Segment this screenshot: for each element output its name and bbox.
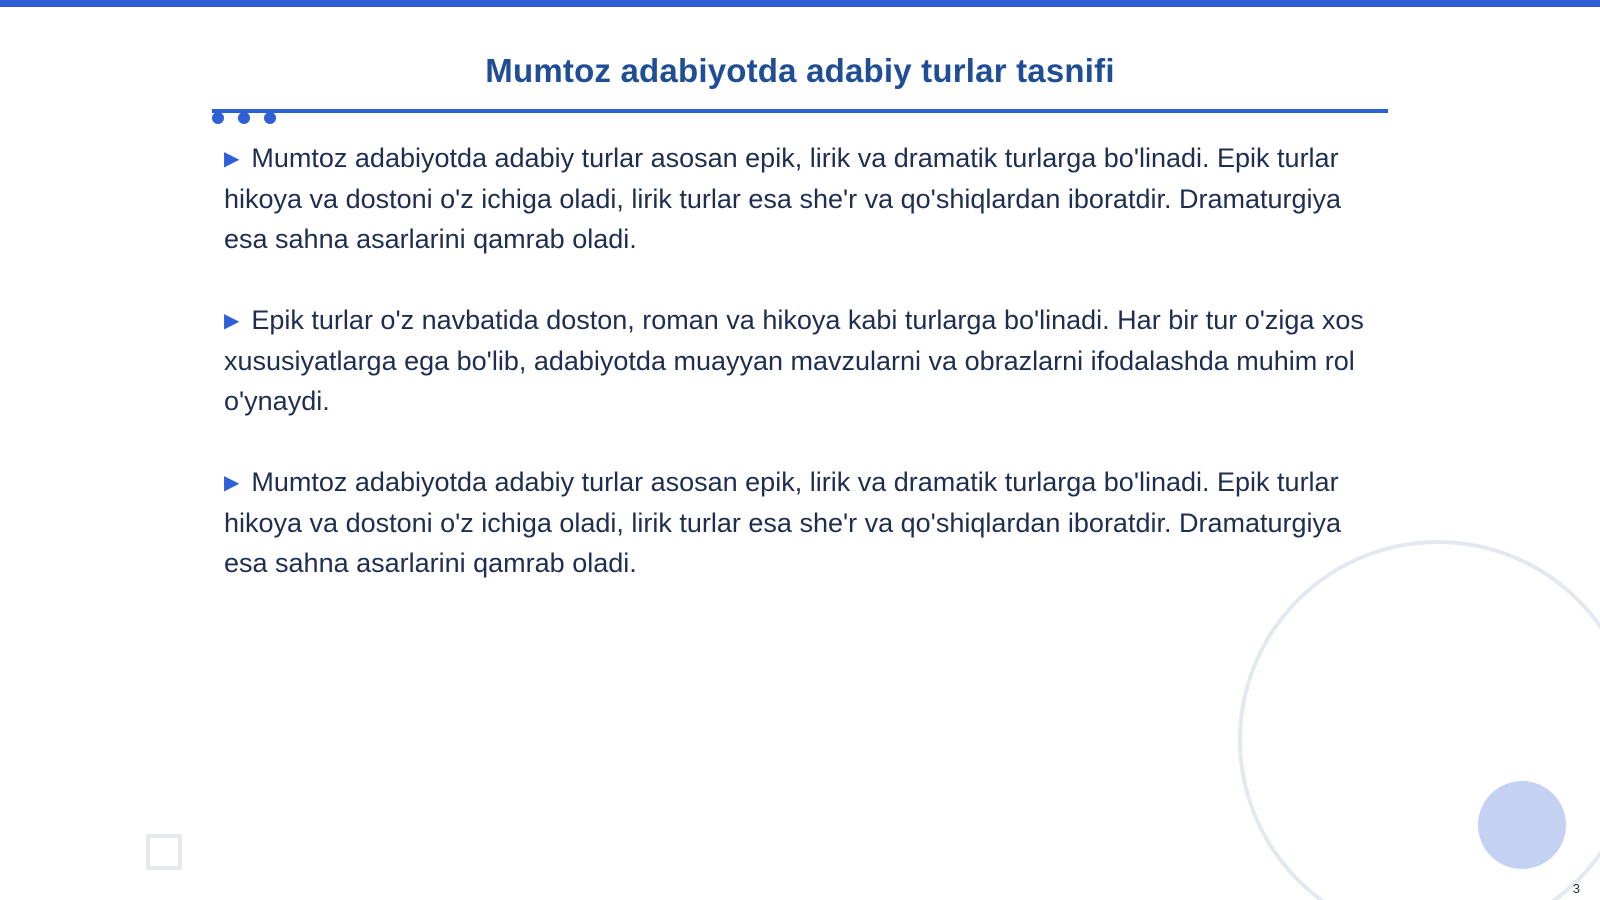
slide-title: Mumtoz adabiyotda adabiy turlar tasnifi bbox=[485, 52, 1115, 89]
slide-content bbox=[224, 138, 1389, 624]
page-number: 3 bbox=[1572, 881, 1580, 896]
paragraph-text: Epik turlar o'z navbatida doston, roman va hikoya kabi turlarga bo'linadi. Har bir tur o'ziga xos xususiyatlarga ega bo'lib, adabiyotda muayyan mavzularni va obrazlarni ifodalashda muhim rol o'ynaydi. bbox=[224, 305, 1364, 416]
bullet-paragraph bbox=[224, 300, 1389, 421]
bullet-arrow-icon: ▶ bbox=[224, 472, 240, 494]
decorative-circle bbox=[1478, 781, 1566, 869]
decorative-dot bbox=[212, 112, 224, 124]
bullet-arrow-icon: ▶ bbox=[224, 310, 240, 332]
bullet-paragraph bbox=[224, 462, 1389, 583]
decorative-dot bbox=[238, 112, 250, 124]
paragraph-text: Mumtoz adabiyotda adabiy turlar asosan epik, lirik va dramatik turlarga bo'linadi. Epik turlar hikoya va dostoni o'z ichiga oladi, lirik turlar esa she'r va qo'shiqlardan iboratdir. Dramaturgiya esa sahna asarlarini qamrab oladi. bbox=[224, 143, 1342, 254]
paragraph-text: Mumtoz adabiyotda adabiy turlar asosan epik, lirik va dramatik turlarga bo'linadi. Epik turlar hikoya va dostoni o'z ichiga oladi, lirik turlar esa she'r va qo'shiqlardan iboratdir. Dramaturgiya esa sahna asarlarini qamrab oladi. bbox=[224, 467, 1342, 578]
bullet-arrow-icon: ▶ bbox=[224, 148, 240, 170]
top-accent-bar bbox=[0, 0, 1600, 7]
decorative-square bbox=[146, 834, 182, 870]
bullet-paragraph bbox=[224, 138, 1389, 259]
title-underline bbox=[212, 109, 1388, 113]
decorative-dot bbox=[264, 112, 276, 124]
